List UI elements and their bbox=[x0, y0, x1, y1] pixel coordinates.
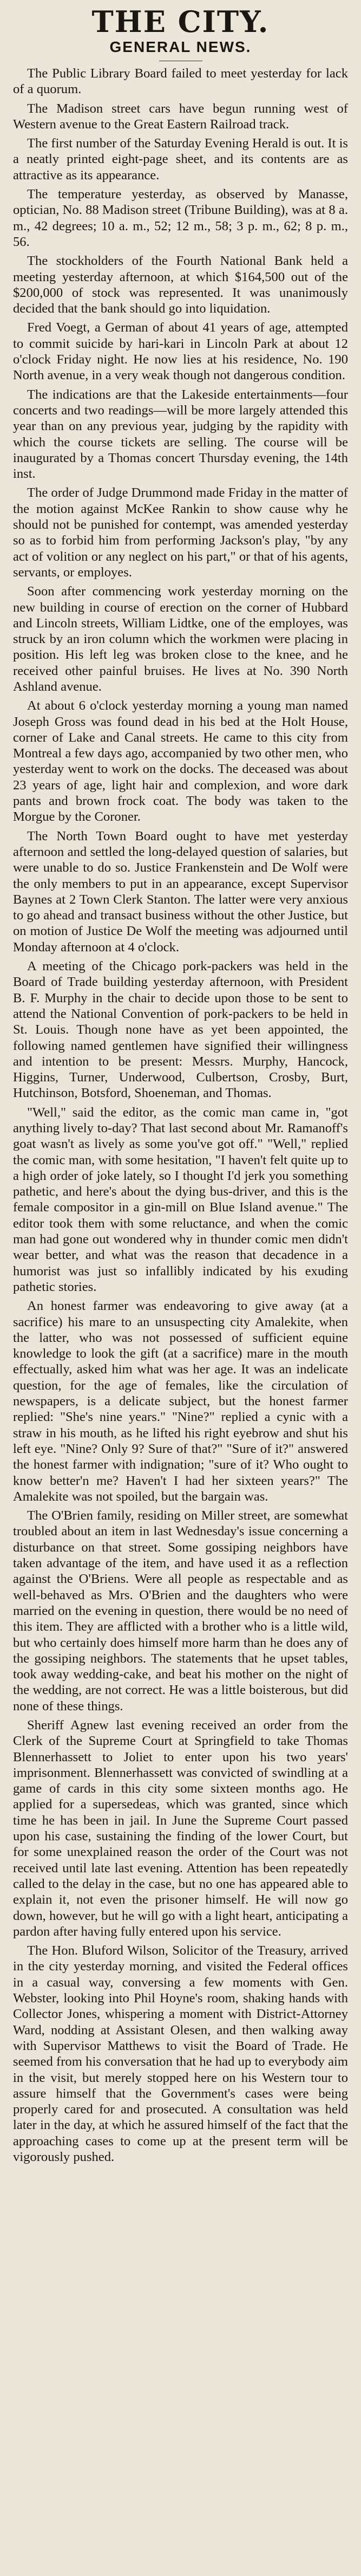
news-paragraph: The Public Library Board failed to meet yesterday for lack of a quorum. bbox=[13, 66, 348, 97]
news-paragraph: An honest farmer was endeavoring to give away (at a sacrifice) his mare to an unsuspecting city Amalekite, when the latter, who was not possessed of sufficient equine knowledge to look the gift (at a sacrifice) mare in the mouth effectually, asked him what was her age. It was an indelicate question, for the age of females, like the circulation of newspapers, is a delicate subject, but the honest farmer replied: "She's nine years." "Nine?" replied a cynic with a straw in his mouth, as he lifted his right eyebrow and shut his left eye. "Nine? Only 9? Sure of that?" "Sure of it?" answered the honest farmer with indignation; "sure of it? Who ought to know better'n me? Haven't I had her sixteen years?" The Amalekite was not spoiled, but the bargain was. bbox=[13, 1299, 348, 1504]
news-paragraph: "Well," said the editor, as the comic man came in, "got anything lively to-day? That last second about Mr. Ramanoff's goat wasn't as lively as some you've got off." "Well," replied the comic man, with some hesitation, "I haven't felt quite up to a high order of joke lately, so I thought I'd jerk you something pathetic, and here's about the dying bus-driver, and this is the female compositor in a gin-mill on Blue Island avenue." The editor took them with some reluctance, and when the comic man had gone out wondered why in thunder comic men didn't wear better, and what was the reason that decadence in a humorist was just so infallibly indicated by his exuding pathetic stories. bbox=[13, 1105, 348, 1294]
news-paragraph: The indications are that the Lakeside entertainments—four concerts and two readings—will be more largely attended this year than on any previous year, judging by the rapidity with which the course tickets are selling. The course will be inaugurated by a Thomas concert Thursday evening, the 14th inst. bbox=[13, 387, 348, 482]
news-paragraph: At about 6 o'clock yesterday morning a young man named Joseph Gross was found dead in his bed at the Holt House, corner of Lake and Canal streets. He came to this city from Montreal a few days ago, accompanied by two other men, who yesterday went to work on the docks. The deceased was about 23 years of age, light hair and complexion, and wore dark pants and brown frock coat. The body was taken to the Morgue by the Coroner. bbox=[13, 698, 348, 825]
news-paragraph: A meeting of the Chicago pork-packers was held in the Board of Trade building yesterday afternoon, with President B. F. Murphy in the chair to decide upon those to be sent to attend the National Convention of pork-packers to be held in St. Louis. Though none have as yet been appointed, the following named gentlemen have signified their willingness and intention to be present: Messrs. Murphy, Hancock, Higgins, Turner, Underwood, Culbertson, Crosby, Burt, Hutchinson, Botsford, Shoeneman, and Thomas. bbox=[13, 959, 348, 1101]
news-paragraph: The first number of the Saturday Evening Herald is out. It is a neatly printed eight-page sheet, and its contents are as attractive as its appearance. bbox=[13, 136, 348, 183]
news-paragraph: The order of Judge Drummond made Friday in the matter of the motion against McKee Rankin to show cause why he should not be punished for contempt, was amended yesterday so as to forbid him from performing Jackson's play, "by any act of volition or any neglect on his part," or that of his agents, servants, or employes. bbox=[13, 485, 348, 580]
section-heading: GENERAL NEWS. bbox=[109, 38, 252, 55]
news-paragraph: The Hon. Bluford Wilson, Solicitor of the Treasury, arrived in the city yesterday morning, and visited the Federal offices in a casual way, conversing a few moments with Gen. Webster, looking into Phil Hoyne's room, shaking hands with Collector Jones, whispering a moment with District-Attorney Ward, nodding at Assistant Olesen, and then walking away with Supervisor Matthews to visit the Board of Trade. He seemed from his conversation that he had up to everybody aim in the visit, but merely stopped here on his Western tour to assure himself that the Government's cases were being properly cared for and prosecuted. A consultation was held later in the day, at which he assured himself of the fact that the approaching cases to come up at the present term will be vigorously pushed. bbox=[13, 1943, 348, 2164]
news-paragraph: Soon after commencing work yesterday morning on the new building in course of erection on the corner of Hubbard and Lincoln streets, William Lidtke, one of the employes, was struck by an iron column which the workmen were placing in position. His left leg was broken close to the knee, and he received other painful bruises. He lives at No. 390 North Ashland avenue. bbox=[13, 584, 348, 694]
news-paragraph: The Madison street cars have begun running west of Western avenue to the Great Eastern Railroad track. bbox=[13, 101, 348, 132]
news-paragraph: The North Town Board ought to have met yesterday afternoon and settled the long-delayed question of salaries, but were unable to do so. Justice Frankenstein and De Wolf were the only members to put in an appearance, except Supervisor Baynes at 2 Town Clerk Stanton. The latter were very anxious to go ahead and transact business without the other Justice, but on motion of Justice De Wolf the meeting was adjourned until Monday afternoon at 4 o'clock. bbox=[13, 828, 348, 955]
masthead: THE CITY. bbox=[91, 4, 270, 39]
news-paragraph: The temperature yesterday, as observed by Manasse, optician, No. 88 Madison street (Tribune Building), was at 8 a. m., 42 degrees; 10 a. m., 52; 12 m., 58; 3 p. m., 62; 8 p. m., 56. bbox=[13, 187, 348, 249]
news-paragraph: The O'Brien family, residing on Miller street, are somewhat troubled about an item in last Wednesday's issue concerning a disturbance on that street. Some gossiping neighbors have taken advantage of the item, and have used it as a reflection against the O'Briens. Were all people as respectable and as well-behaved as Mrs. O'Brien and the daughters who were married on the evening in question, there would be no need of this item. They are afflicted with a brother who is a little wild, but who certainly does himself more harm than he does any of the gossiping neighbors. The statements that he upset tables, took away wedding-cake, and beat his mother on the night of the wedding, are not correct. He was a little boisterous, but did none of these things. bbox=[13, 1508, 348, 1714]
news-paragraph: The stockholders of the Fourth National Bank held a meeting yesterday afternoon, at which $164,500 out of the $200,000 of stock was represented. It was unanimously decided that the bank should go into liquidation. bbox=[13, 254, 348, 316]
news-paragraph: Fred Voegt, a German of about 41 years of age, attempted to commit suicide by hari-kari in Lincoln Park at about 12 o'clock Friday night. He now lies at his residence, No. 190 North avenue, in a very weak though not dangerous condition. bbox=[13, 320, 348, 383]
news-paragraph: Sheriff Agnew last evening received an order from the Clerk of the Supreme Court at Springfield to take Thomas Blennerhassett to Joliet to enter upon his two years' imprisonment. Blennerhassett was convicted of swindling at a game of cards in this city some sixteen months ago. He applied for a supersedeas, which was granted, since which time he has been in jail. In June the Supreme Court passed upon his case, sustaining the finding of the lower Court, but for some unexplained reason the order of the Court was not received until late last evening. Attention has been repeatedly called to the delay in the case, but no one has appeared able to explain it, not even the prisoner himself. He will now go down, however, but he will go with a light heart, anticipating a pardon after having fully entered upon his service. bbox=[13, 1717, 348, 1939]
news-column bbox=[13, 66, 348, 2165]
